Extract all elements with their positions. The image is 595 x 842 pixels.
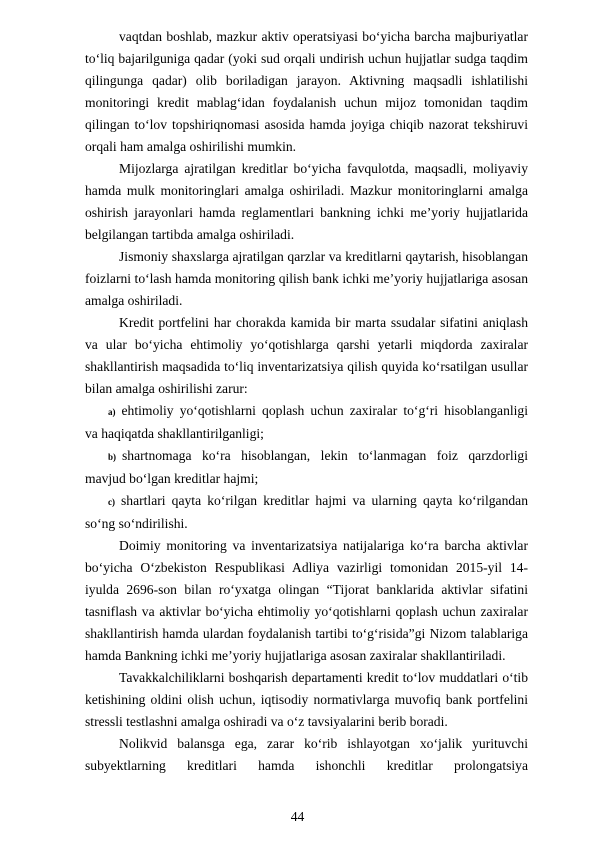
paragraph-5: Doimiy monitoring va inventarizatsiya natijalariga ko‘ra barcha aktivlar bo‘yicha O‘zbekiston Respublikasi Adliya vazirligi tomonidan 2015-yil 14-iyulda 2696-son bilan ro‘yxatga olingan “Tijorat banklarida aktivlar sifatini tasniflash va aktivlar bo‘yicha ehtimoliy yo‘qotishlarni qoplash uchun zaxiralar shakllantirish hamda ulardan foydalanish tartibi to‘g‘risida”gi Nizom talablariga hamda Bankning ichki me’yoriy hujjatlariga asosan zaxiralar shakllantiriladi.	[85, 538, 528, 663]
list-item	[85, 400, 528, 445]
list-marker: b)	[108, 452, 117, 462]
list-item-text: ehtimoliy yo‘qotishlarni qoplash uchun zaxiralar to‘g‘ri hisoblanganligi va haqiqatda shakllantirilganligi;	[85, 403, 528, 441]
paragraph-6: Tavakkalchiliklarni boshqarish departamenti kredit to‘lov muddatlari o‘tib ketishining oldini olish uchun, iqtisodiy normativlarga muvofiq bank portfelini stressli testlashni amalga oshiradi va o‘z tavsiyalarini berib boradi.	[85, 670, 528, 729]
paragraph-1: vaqtdan boshlab, mazkur aktiv operatsiyasi bo‘yicha barcha majburiyatlar to‘liq bajarilguniga qadar (yoki sud orqali undirish uchun hujjatlar sudga taqdim qilingunga qadar) olib boriladigan jarayon. Aktivning maqsadli ishlatilishi monitoringi kredit mablag‘idan foydalanish uchun mijoz tomonidan taqdim qilingan to‘lov topshiriqnomasi asosida hamda joyiga chiqib nazorat tekshiruvi orqali ham amalga oshirilishi mumkin.	[85, 29, 528, 154]
page-number: 44	[290, 809, 305, 824]
list-item	[85, 445, 528, 490]
list-item-text: shartnomaga ko‘ra hisoblangan, lekin to‘lanmagan foiz qarzdorligi mavjud bo‘lgan kreditlar hajmi;	[85, 448, 528, 486]
list-item	[85, 490, 528, 535]
document-page	[85, 26, 528, 777]
list-item-text: shartlari qayta ko‘rilgan kreditlar hajmi va ularning qayta ko‘rilgandan so‘ng so‘ndirilishi.	[85, 493, 528, 531]
list-marker: c)	[108, 497, 115, 507]
list-marker: a)	[108, 407, 116, 417]
paragraph-7: Nolikvid balansga ega, zarar ko‘rib ishlayotgan xo‘jalik yurituvchi subyektlarning kreditlari hamda ishonchli kreditlar prolongatsiya	[85, 736, 528, 773]
paragraph-3: Jismoniy shaxslarga ajratilgan qarzlar va kreditlarni qaytarish, hisoblangan foizlarni to‘lash hamda monitoring qilish bank ichki me’yoriy hujjatlariga asosan amalga oshiriladi.	[85, 249, 528, 308]
paragraph-4: Kredit portfelini har chorakda kamida bir marta ssudalar sifatini aniqlash va ular bo‘yicha ehtimoliy yo‘qotishlarga qarshi yetarli miqdorda zaxiralar shakllantirish maqsadida to‘liq inventarizatsiya qilish quyida ko‘rsatilgan usullar bilan amalga oshirilishi zarur:	[85, 315, 528, 396]
paragraph-2: Mijozlarga ajratilgan kreditlar bo‘yicha favqulotda, maqsadli, moliyaviy hamda mulk monitoringlari amalga oshiriladi. Mazkur monitoringlarni amalga oshirish jarayonlari hamda reglamentlari bankning ichki me’yoriy hujjatlarida belgilangan tartibda amalga oshiriladi.	[85, 161, 528, 242]
